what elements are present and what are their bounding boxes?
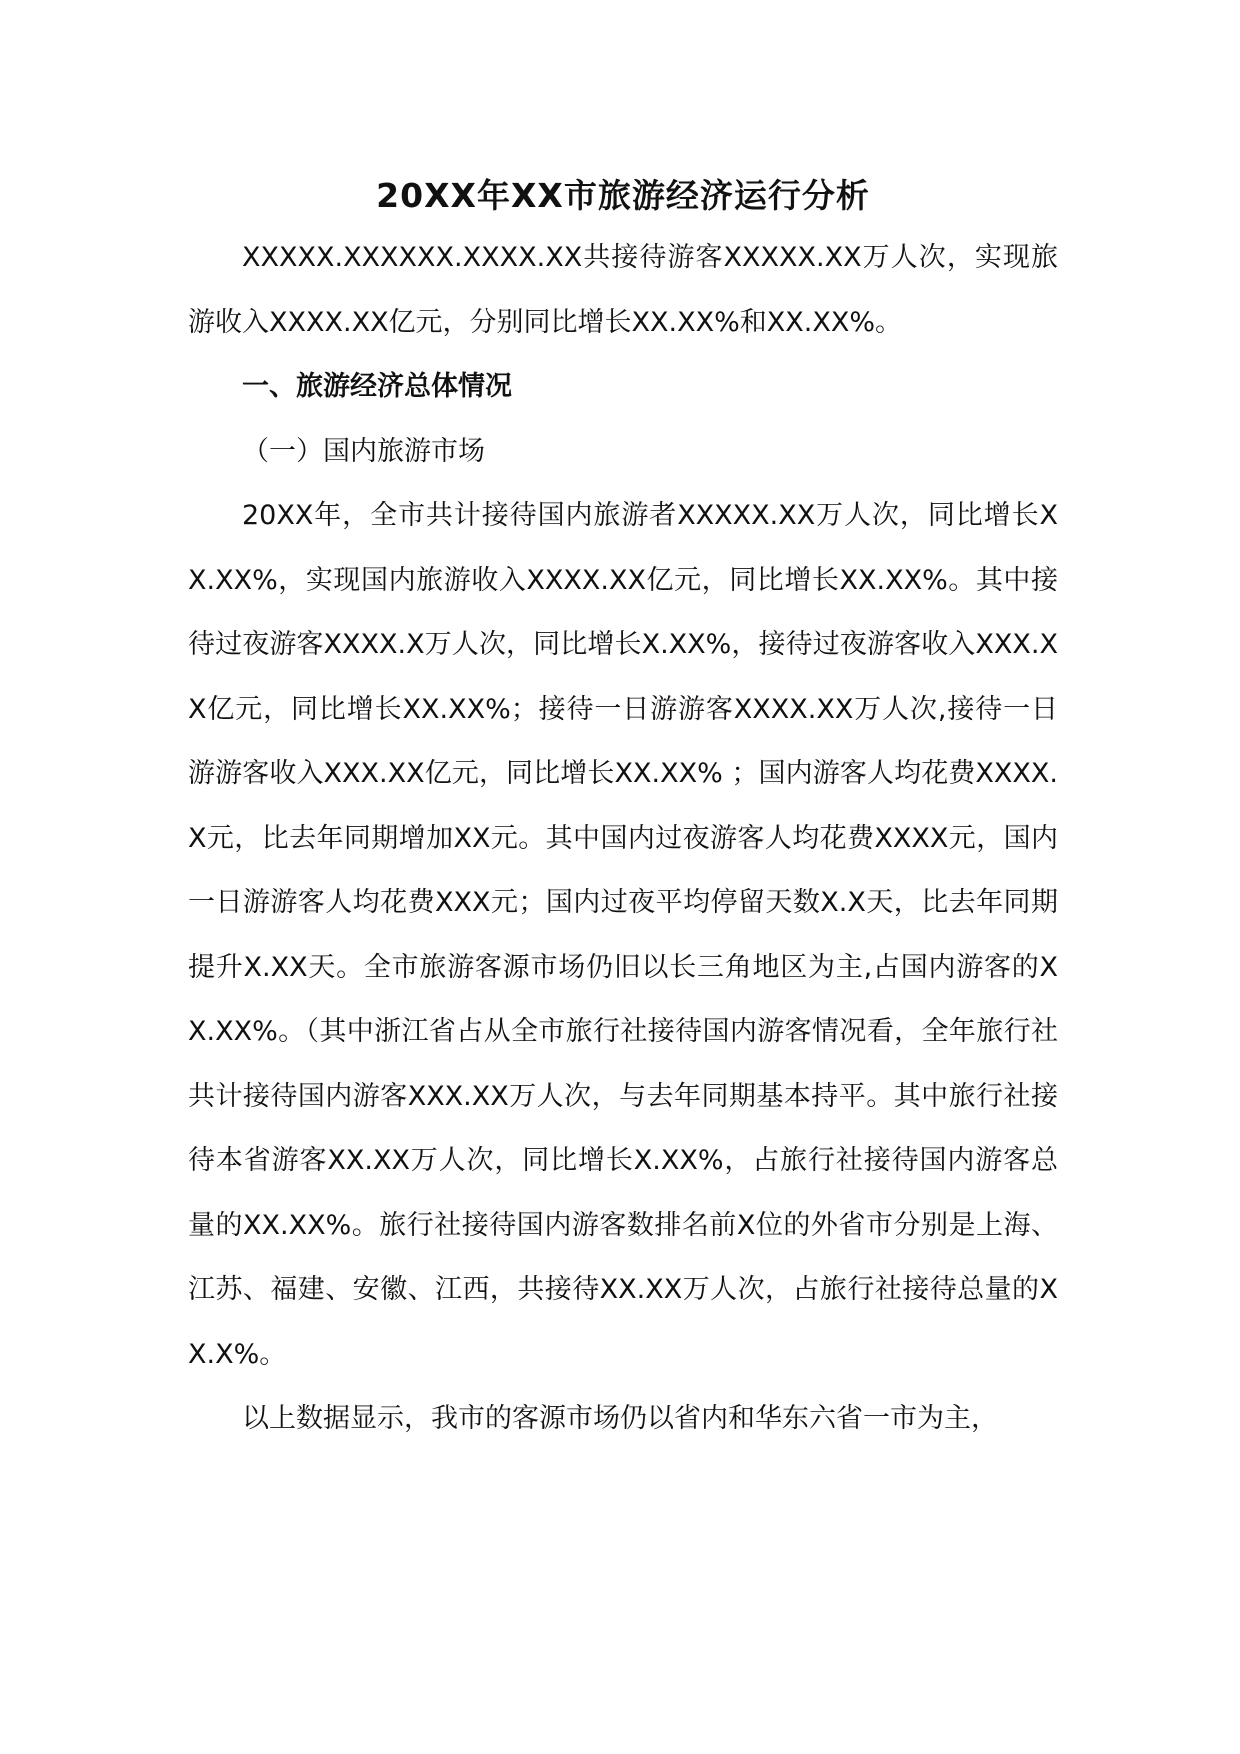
intro-paragraph: XXXXX.XXXXXX.XXXX.XX共接待游客XXXXX.XX万人次，实现旅游收入XXXX.XX亿元，分别同比增长XX.XX%和XX.XX%。 [188, 242, 1058, 338]
section-heading-overall: 一、旅游经济总体情况 [242, 371, 512, 402]
subsection-heading-domestic: （一）国内旅游市场 [242, 435, 485, 467]
document-title: 20XX年XX市旅游经济运行分析 [376, 176, 870, 215]
conclusion-paragraph: 以上数据显示，我市的客源市场仍以省内和华东六省一市为主， [242, 1403, 998, 1434]
domestic-market-paragraph: 20XX年，全市共计接待国内旅游者XXXXX.XX万人次，同比增长XX.XX%，实现国内旅游收入XXXX.XX亿元，同比增长XX.XX%。其中接待过夜游客XXXX.X万人次，同比增长X.XX%，接待过夜游客收入XXX.XX亿元，同比增长XX.XX%；接待一日游游客XXXX.XX万人次,接待一日游游客收入XXX.XX亿元，同比增长XX.XX% ；国内游客人均花费XXXX.X元，比去年同期增加XX元。其中国内过夜游客人均花费XXXX元，国内一日游游客人均花费XXX元；国内过夜平均停留天数X.X天，比去年同期提升X.XX天。全市旅游客源市场仍旧以长三角地区为主,占国内游客的XX.XX%。（其中浙江省占从全市旅行社接待国内游客情况看，全年旅行社共计接待国内游客XXX.XX万人次，与去年同期基本持平。其中旅行社接待本省游客XX.XX万人次，同比增长X.XX%，占旅行社接待国内游客总量的XX.XX%。旅行社接待国内游客数排名前X位的外省市分别是上海、江苏、福建、安徽、江西，共接待XX.XX万人次，占旅行社接待总量的XX.X%。 [188, 500, 1058, 1370]
document-page [188, 170, 1058, 1452]
